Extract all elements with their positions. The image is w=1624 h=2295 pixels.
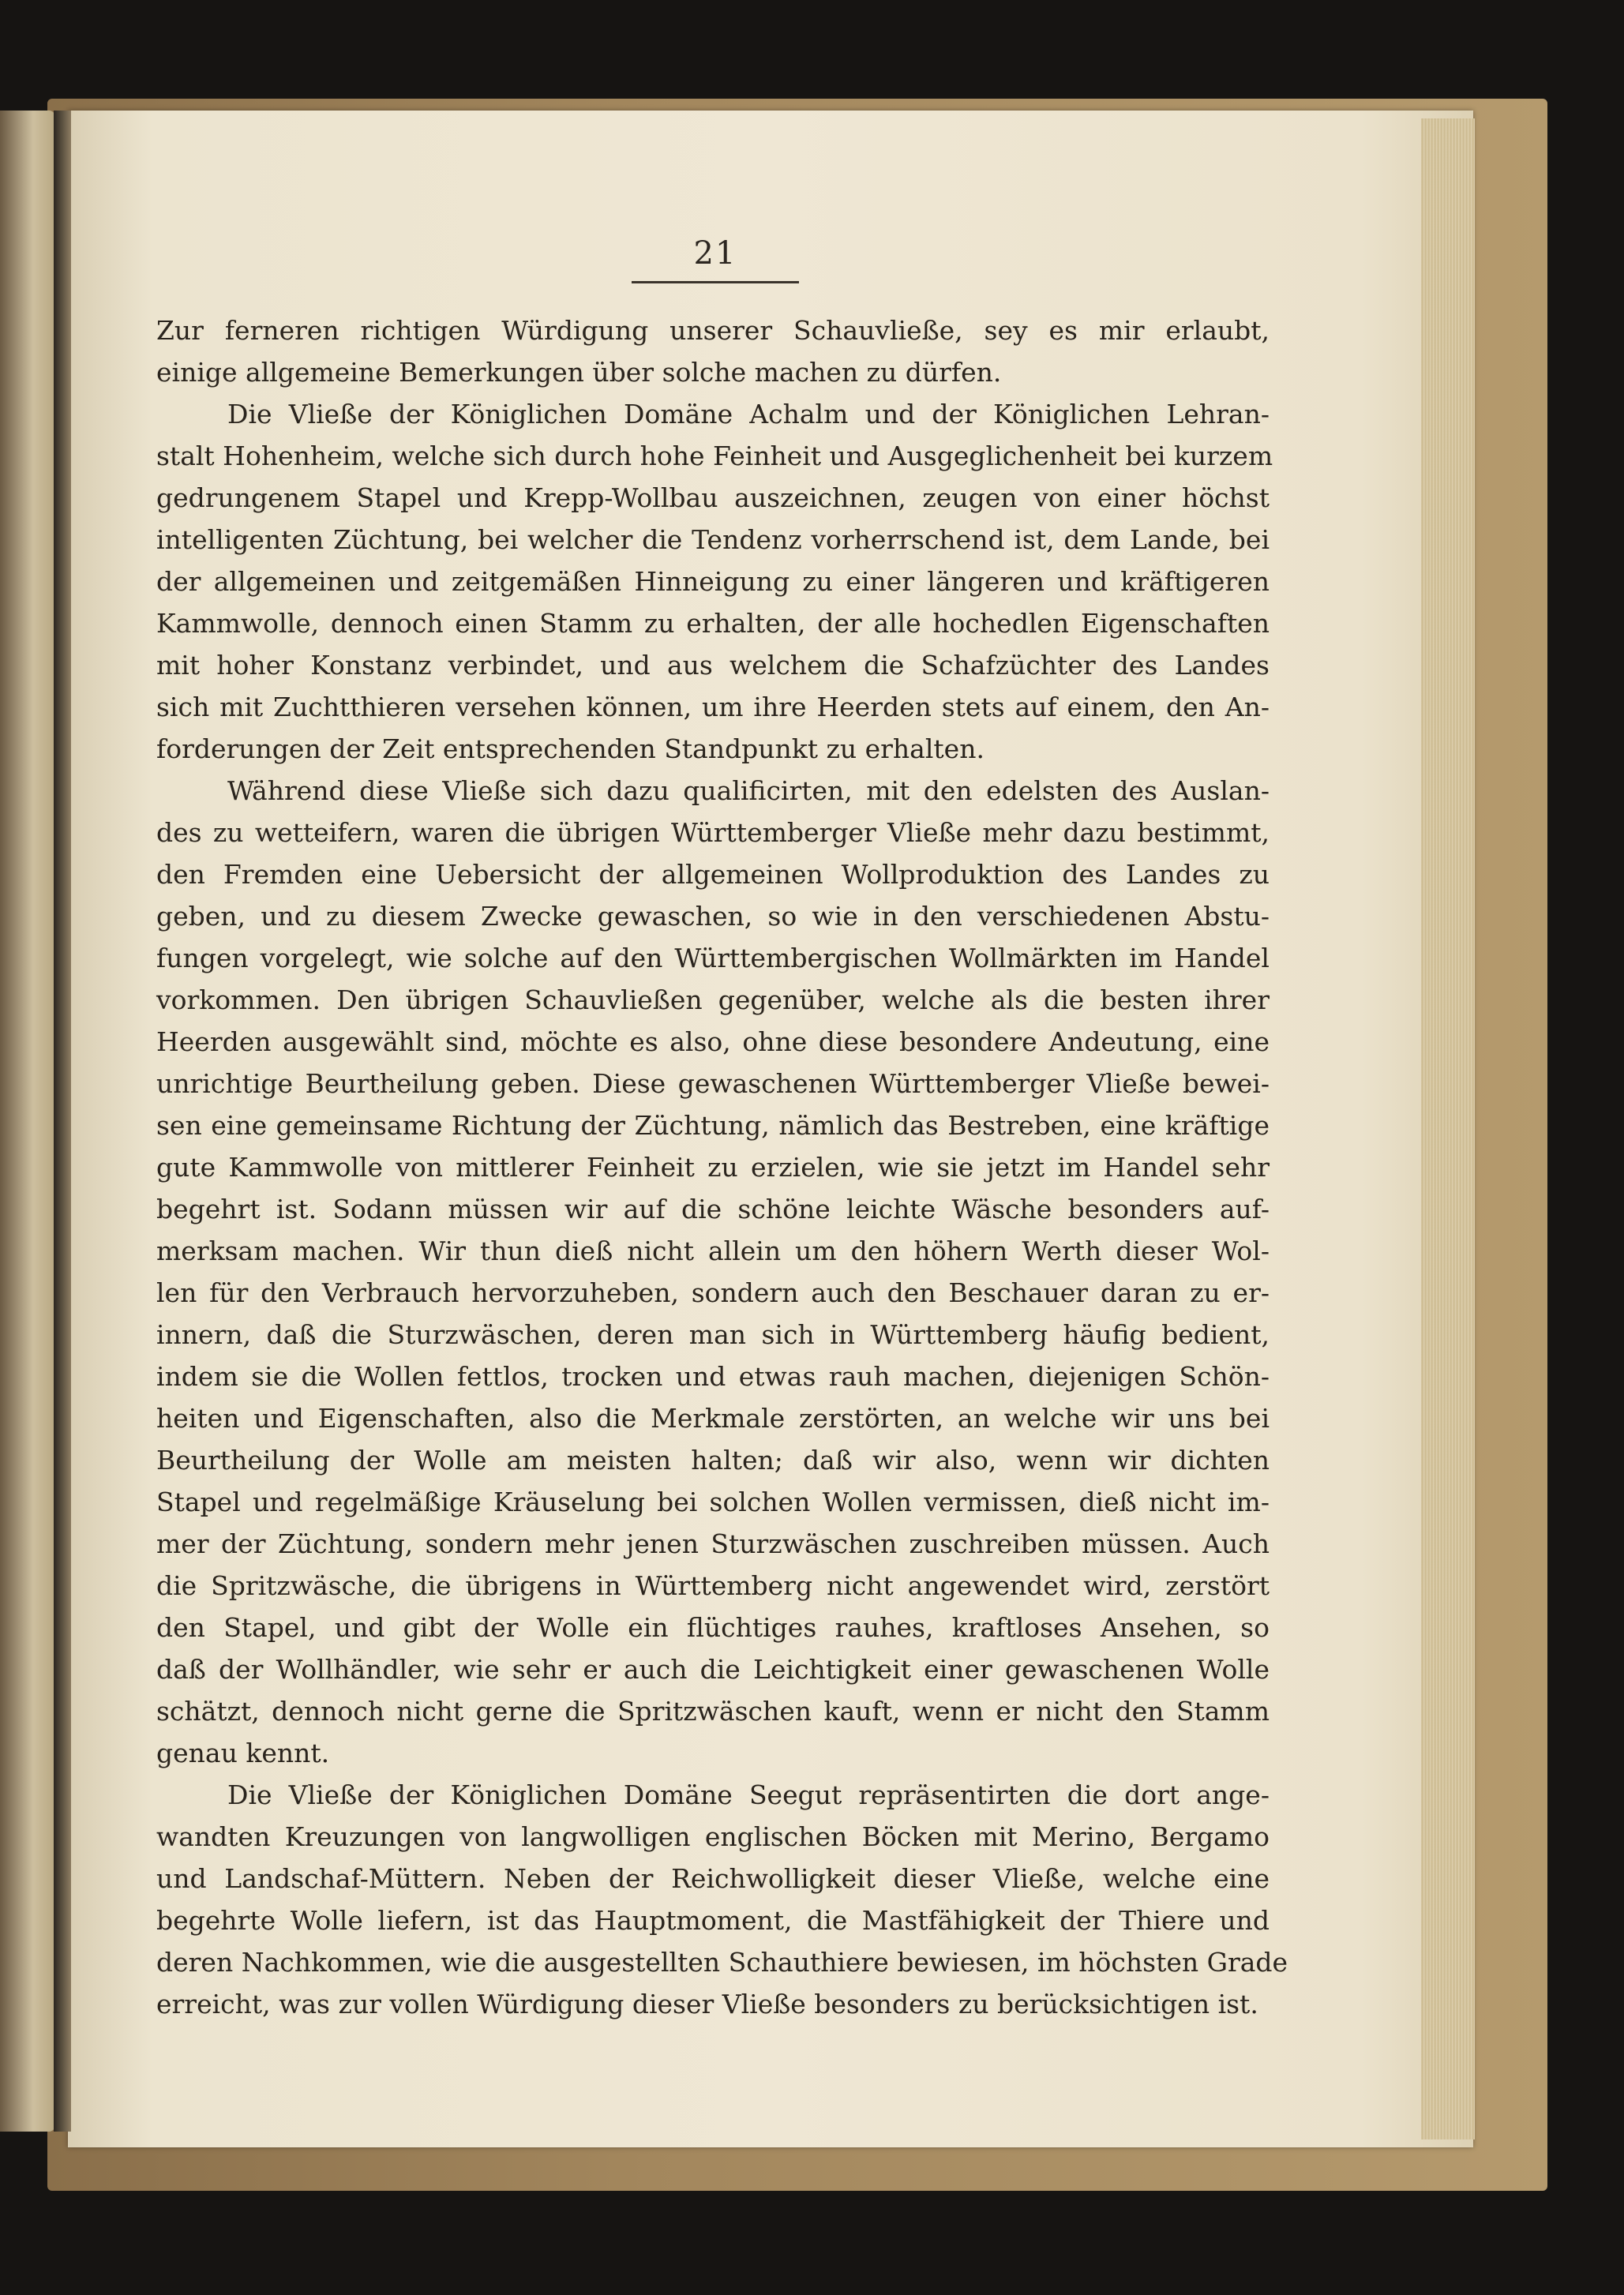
text-line: deren Nachkommen, wie die ausgestellten Schauthiere bewiesen, im höchsten Grade <box>156 1947 1288 1978</box>
paragraph <box>156 1774 1288 2025</box>
text-line: wandten Kreuzungen von langwolligen englischen Böcken mit Merino, Bergamo <box>156 1821 1270 1852</box>
text-line: fungen vorgelegt, wie solche auf den Württembergischen Wollmärkten im Handel <box>156 943 1270 973</box>
header-rule <box>632 281 799 283</box>
facing-page-edge <box>0 111 55 2132</box>
text-line: schätzt, dennoch nicht gerne die Spritzwäschen kauft, wenn er nicht den Stamm <box>156 1696 1270 1727</box>
text-line: Die Vließe der Königlichen Domäne Seegut repräsentirten die dort ange- <box>227 1779 1270 1810</box>
text-line: Stapel und regelmäßige Kräuselung bei solchen Wollen vermissen, dieß nicht im- <box>156 1487 1270 1517</box>
text-line: gedrungenem Stapel und Krepp-Wollbau auszeichnen, zeugen von einer höchst <box>156 482 1270 513</box>
text-line: unrichtige Beurtheilung geben. Diese gewaschenen Württemberger Vließe bewei- <box>156 1068 1270 1099</box>
text-line: mit hoher Konstanz verbindet, und aus welchem die Schafzüchter des Landes <box>156 650 1270 681</box>
text-line: daß der Wollhändler, wie sehr er auch die Leichtigkeit einer gewaschenen Wolle <box>156 1654 1270 1685</box>
page-edges <box>1421 118 1475 2139</box>
text-line: vorkommen. Den übrigen Schauvließen gegenüber, welche als die besten ihrer <box>156 984 1270 1015</box>
text-line: sen eine gemeinsame Richtung der Züchtung, nämlich das Bestreben, eine kräftige <box>156 1110 1270 1141</box>
text-line: Beurtheilung der Wolle am meisten halten; daß wir also, wenn wir dichten <box>156 1445 1270 1476</box>
text-line: Kammwolle, dennoch einen Stamm zu erhalten, der alle hochedlen Eigenschaften <box>156 608 1270 639</box>
text-line: der allgemeinen und zeitgemäßen Hinneigung zu einer längeren und kräftigeren <box>156 566 1270 597</box>
page-number: 21 <box>693 235 737 272</box>
text-line: den Stapel, und gibt der Wolle ein flüchtiges rauhes, kraftloses Ansehen, so <box>156 1612 1270 1643</box>
text-line: Heerden ausgewählt sind, möchte es also, ohne diese besondere Andeutung, eine <box>156 1026 1270 1057</box>
text-line: Zur ferneren richtigen Würdigung unserer Schauvließe, sey es mir erlaubt, <box>156 315 1270 346</box>
text-line: gute Kammwolle von mittlerer Feinheit zu erzielen, wie sie jetzt im Handel sehr <box>156 1152 1270 1183</box>
text-line: genau kennt. <box>156 1738 330 1768</box>
text-line: innern, daß die Sturzwäschen, deren man sich in Württemberg häufig bedient, <box>156 1319 1270 1350</box>
text-line: Während diese Vließe sich dazu qualificirten, mit den edelsten des Auslan- <box>227 775 1270 806</box>
text-line: geben, und zu diesem Zwecke gewaschen, so wie in den verschiedenen Abstu- <box>156 901 1270 932</box>
text-line: begehrte Wolle liefern, ist das Hauptmoment, die Mastfähigkeit der Thiere und <box>156 1905 1270 1936</box>
text-line: den Fremden eine Uebersicht der allgemeinen Wollproduktion des Landes zu <box>156 859 1270 890</box>
text-line: Die Vließe der Königlichen Domäne Achalm und der Königlichen Lehran- <box>227 399 1270 429</box>
text-line: sich mit Zuchtthieren versehen können, um ihre Heerden stets auf einem, den An- <box>156 692 1270 722</box>
text-line: stalt Hohenheim, welche sich durch hohe Feinheit und Ausgeglichenheit bei kurzem <box>156 441 1273 471</box>
text-line: einige allgemeine Bemerkungen über solche machen zu dürfen. <box>156 357 1002 388</box>
text-line: mer der Züchtung, sondern mehr jenen Sturzwäschen zuschreiben müssen. Auch <box>156 1528 1270 1559</box>
text-line: intelligenten Züchtung, bei welcher die Tendenz vorherrschend ist, dem Lande, bei <box>156 524 1270 555</box>
text-line: heiten und Eigenschaften, also die Merkmale zerstörten, an welche wir uns bei <box>156 1403 1270 1434</box>
text-line: erreicht, was zur vollen Würdigung dieser Vließe besonders zu berücksichtigen ist. <box>156 1989 1258 2019</box>
book-gutter <box>54 111 71 2132</box>
text-line: die Spritzwäsche, die übrigens in Württemberg nicht angewendet wird, zerstört <box>156 1570 1270 1601</box>
text-line: merksam machen. Wir thun dieß nicht allein um den höhern Werth dieser Wol- <box>156 1236 1270 1266</box>
text-line: len für den Verbrauch hervorzuheben, sondern auch den Beschauer daran zu er- <box>156 1277 1270 1308</box>
text-line: und Landschaf-Müttern. Neben der Reichwolligkeit dieser Vließe, welche eine <box>156 1863 1270 1894</box>
paragraph <box>156 393 1273 770</box>
paragraph <box>156 309 1270 393</box>
text-line: des zu wetteifern, waren die übrigen Württemberger Vließe mehr dazu bestimmt, <box>156 817 1270 848</box>
text-line: forderungen der Zeit entsprechenden Standpunkt zu erhalten. <box>156 733 985 764</box>
body-text <box>156 309 1288 2025</box>
text-line: indem sie die Wollen fettlos, trocken und etwas rauh machen, diejenigen Schön- <box>156 1361 1270 1392</box>
paragraph <box>156 770 1270 1774</box>
text-line: begehrt ist. Sodann müssen wir auf die schöne leichte Wäsche besonders auf- <box>156 1194 1270 1224</box>
